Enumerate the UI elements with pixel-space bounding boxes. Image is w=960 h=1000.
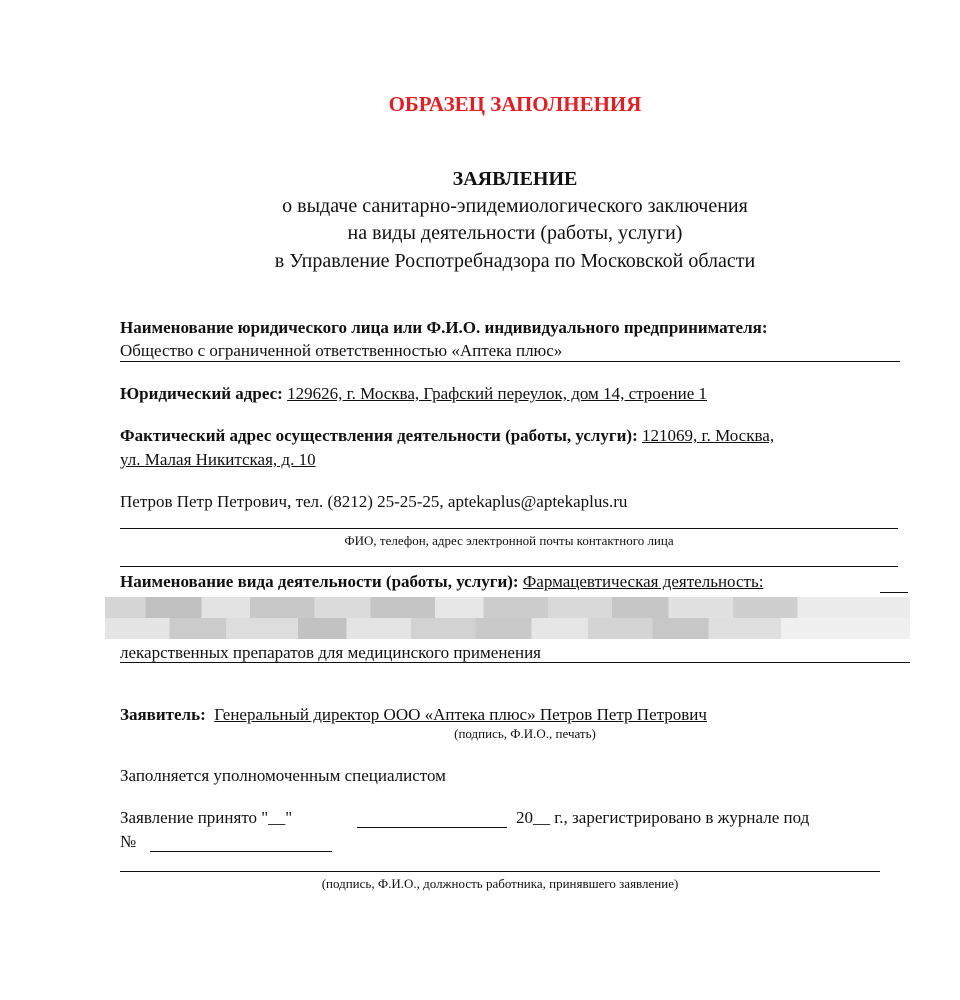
official-caption: (подпись, Ф.И.О., должность работника, принявшего заявление) (321, 876, 679, 891)
applicant-value: Генеральный директор ООО «Аптека плюс» Петров Петр Петрович (214, 705, 707, 724)
activity-label: Наименование вида деятельности (работы, услуги): (120, 572, 519, 591)
filled-by-note: Заполняется уполномоченным специалистом (120, 766, 446, 785)
activity-value-3: лекарственных препаратов для медицинского применения (120, 643, 541, 662)
activity-underline-tail (880, 592, 908, 593)
document-subtitle-3: в Управление Роспотребнадзора по Московской области (274, 250, 756, 272)
redacted-activity-text (105, 597, 910, 639)
year-text: 20__ г., зарегистрировано в журнале под (516, 808, 810, 827)
legal-address-label: Юридический адрес: (120, 384, 283, 403)
contact-underline (120, 528, 898, 529)
journal-number-blank (150, 851, 332, 852)
applicant-label: Заявитель: (120, 705, 206, 724)
document-subtitle-2: на виды деятельности (работы, услуги) (347, 222, 683, 244)
activity-row (120, 572, 763, 592)
contact-value: Петров Петр Петрович, тел. (8212) 25-25-25, aptekaplus@aptekaplus.ru (120, 492, 628, 511)
contact-lower-line (120, 566, 898, 567)
applicant-caption: (подпись, Ф.И.О., печать) (454, 726, 596, 741)
actual-address-value-1: 121069, г. Москва, (642, 426, 775, 445)
document-subtitle-1: о выдаче санитарно-эпидемиологического заключения (282, 195, 748, 217)
org-value: Общество с ограниченной ответственностью «Аптека плюс» (120, 341, 563, 360)
org-underline (120, 361, 900, 362)
org-label: Наименование юридического лица или Ф.И.О. индивидуального предпринимателя: (120, 318, 768, 337)
official-signature-line (120, 871, 880, 872)
actual-address-value-2: ул. Малая Никитская, д. 10 (120, 450, 316, 469)
legal-address-value: 129626, г. Москва, Графский переулок, дом 14, строение 1 (287, 384, 707, 403)
contact-caption: ФИО, телефон, адрес электронной почты контактного лица (344, 533, 674, 548)
applicant-row (120, 705, 707, 725)
actual-address-row (120, 426, 774, 446)
month-blank (357, 827, 507, 828)
accepted-prefix: Заявление принято "__" (120, 808, 293, 827)
activity-value-1: Фармацевтическая деятельность: (522, 572, 764, 591)
document-title: ЗАЯВЛЕНИЕ (452, 168, 578, 190)
activity-underline (120, 662, 910, 663)
number-sign: № (120, 832, 137, 851)
legal-address-row (120, 384, 707, 404)
actual-address-label: Фактический адрес осуществления деятельности (работы, услуги): (120, 426, 638, 445)
sample-title: ОБРАЗЕЦ ЗАПОЛНЕНИЯ (388, 92, 642, 116)
